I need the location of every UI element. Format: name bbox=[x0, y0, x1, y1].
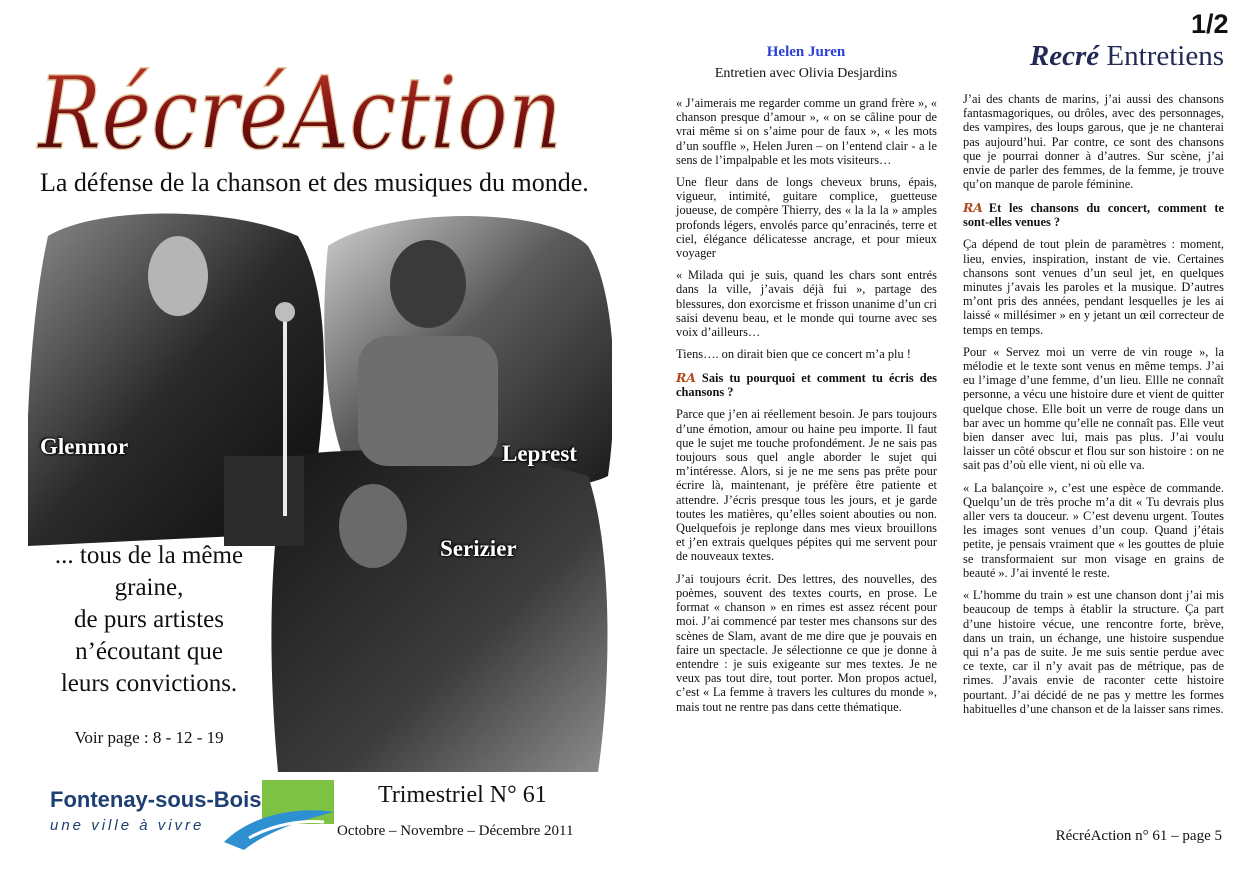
issue-number: Trimestriel N° 61 bbox=[378, 782, 547, 808]
artist-name-leprest: Leprest bbox=[502, 441, 577, 466]
question-text: Sais tu pourquoi et comment tu écris des chansons ? bbox=[676, 371, 937, 400]
tagline: La défense de la chanson et des musiques du monde. bbox=[40, 168, 589, 197]
slogan-line: ... tous de la même bbox=[54, 542, 244, 569]
paragraph: « L’homme du train » est une chanson dont j’ai mis beaucoup de temps à établir la structure. Ça part d’une histoire vécue, une rencontre forte, brève, dans un train, un échange, une histoire suspendue qui n’a pas de suite. Je me suis sentie perdue avec ce texte, car il n’y avait pas de métrique, pas de rimes. J’avais envie de raconter cette histoire pourtant. J’ai décidé de ne pas y mettre les formes habituelles d’une chanson et de la laisser sans rimes. bbox=[963, 588, 1224, 716]
article-column-2 bbox=[963, 92, 1224, 724]
slogan-line: de purs artistes bbox=[74, 606, 224, 633]
paragraph: « Milada qui je suis, quand les chars sont entrés dans la ville, j’avais déjà fui », partage des blessures, don exorcisme et frisson unanime d’un cri saisi devenu beau, et le monde qui tourne avec ses voix d’ailleurs… bbox=[676, 268, 937, 340]
paragraph: J’ai des chants de marins, j’ai aussi des chansons fantasmagoriques, ou drôles, avec des personnages, des vampires, des loups garous, que je ne chanterai pas aujourd’hui. Par contre, ce sont des chansons que je pourrai donner à d’autres. Sur scène, j’ai envie de parler des femmes, de la femme, je trouve qu’on manque de parole féminine. bbox=[963, 92, 1224, 192]
section-title-em: Recré bbox=[1029, 40, 1100, 72]
slogan-line: leurs convictions. bbox=[60, 670, 238, 697]
paragraph: Ça dépend de tout plein de paramètres : moment, lieu, envies, inspiration, instant de vie. Certaines chansons sont venues d’un seul jet, en quelques minutes j’avais les paroles et la musique. D’autres m’ont pris des années, pendant lesquelles je les ai laissé « millésimer » en y jetant un œil correcteur de temps en temps. bbox=[963, 237, 1224, 337]
cover-page bbox=[0, 0, 628, 889]
page-footer: RécréAction n° 61 – page 5 bbox=[1055, 828, 1222, 844]
interview-question bbox=[676, 371, 937, 399]
section-title-rest: Entretiens bbox=[1099, 40, 1224, 72]
city-name: Fontenay-sous-Bois bbox=[50, 787, 262, 812]
magazine-logo bbox=[36, 40, 566, 172]
ra-mark-icon: RA bbox=[963, 200, 983, 216]
section-title bbox=[960, 40, 1224, 73]
question-text: Et les chansons du concert, comment te sont-elles venues ? bbox=[963, 201, 1224, 230]
paragraph: Parce que j’en ai réellement besoin. Je pars toujours d’une émotion, amour ou haine peu importe. Il faut que le sujet me touche profondément. Je ne sais pas toujours sous quel angle aborder le sujet qui m’intéresse. Alors, si je ne me sens pas prête pour écrire là, maintenant, je préfère être patiente et attendre. J’écris presque tous les jours, et je garde toutes les matières, qu’elles soient abouties ou non. Quelquefois je replonge dans mes vieux brouillons et j’en extrais quelques pépites qui me servent pour de nouveaux textes. bbox=[676, 407, 937, 564]
slogan-line: n’écoutant que bbox=[75, 638, 223, 665]
article-author: Helen Juren bbox=[766, 44, 846, 60]
serizier-photo bbox=[271, 450, 607, 772]
paragraph: « J’aimerais me regarder comme un grand frère », « chanson presque d’amour », « on se câline pour de vrai même si on s’aime pour de faux », « les mots d’un souffle », Helen Juren – on l’entend clair - a le sens de l’impalpable et les mots visiteurs… bbox=[676, 96, 937, 167]
logo-text: RécréAction bbox=[36, 55, 562, 172]
sheet-indicator: 1/2 bbox=[1191, 9, 1229, 39]
interview-question bbox=[963, 201, 1224, 229]
cover-slogan bbox=[30, 540, 268, 700]
paragraph: Une fleur dans de longs cheveux bruns, épais, vigueur, intimité, guitare complice, guetteuse joueuse, de compère Thierry, des « la la la » amples profonds légers, envolés parce qu’enracinés, terre et ciel, élégance délicatesse ancrage, et pour mieux voyager bbox=[676, 175, 937, 261]
paragraph: « La balançoire », c’est une espèce de commande. Quelqu’un de très proche m’a dit « Tu devrais plus aller vers ta douceur. » C’est devenu urgent. Toutes les images sont venues d’un coup. Quand j’étais petite, je pensais vraiment que « les gouttes de pluie se transformaient sur mon visage en grains de beauté ». J’ai inventé le reste. bbox=[963, 480, 1224, 580]
slogan-line: graine, bbox=[114, 574, 184, 601]
paragraph: Pour « Servez moi un verre de vin rouge », la mélodie et le texte sont venus en même temps. J’ai eu l’image d’une femme, d’un lieu. Ellle ne connaît personne, a vécu une histoire dure et vient de quitter quelque chose. Elle boit un verre de rouge dans un bar avec un homme qu’elle ne connaît pas. Elle veut bien danser avec lui, mais pas plus. J’ai voulu laisser un côté obscur et flou sur son histoire : on ne sait pas d’où elle vient, ni où elle va. bbox=[963, 344, 1224, 473]
ra-mark-icon: RA bbox=[676, 370, 696, 386]
see-pages: Voir page : 8 - 12 - 19 bbox=[74, 728, 224, 747]
issue-period: Octobre – Novembre – Décembre 2011 bbox=[337, 823, 574, 839]
article-subtitle: Entretien avec Olivia Desjardins bbox=[714, 66, 898, 81]
paragraph: Tiens…. on dirait bien que ce concert m’a plu ! bbox=[676, 347, 911, 362]
city-slogan: une ville à vivre bbox=[50, 817, 205, 834]
artist-name-glenmor: Glenmor bbox=[40, 434, 129, 459]
artist-name-serizier: Serizier bbox=[440, 536, 517, 561]
paragraph: J’ai toujours écrit. Des lettres, des nouvelles, des poèmes, souvent des textes courts, en prose. Le format « chanson » en rimes est assez récent pour moi. J’ai commencé par tester mes chansons sur des scènes de Slam, avant de me dire que je pouvais en faire un spectacle. Je sélectionne ce que je donne à entendre : je suis exigeante sur mes textes. Je ne veux pas tout dire, tout porter. Mon propos actuel, c’est « La femme à travers les cultures du monde », mais tout ne rentre pas dans cette thématique. bbox=[676, 571, 937, 714]
article-column-1 bbox=[676, 96, 937, 722]
